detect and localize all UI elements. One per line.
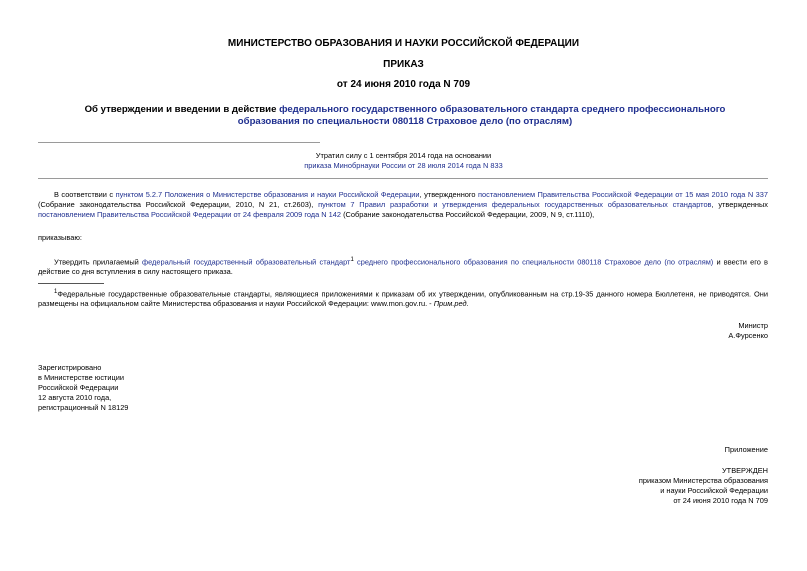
para2-text-1: Утвердить прилагаемый [54,257,143,267]
registration-line: 12 августа 2010 года, [38,393,112,402]
para1-text-5: (Собрание законодательства Российской Федерации, 2009, N 9, ст.1110), [341,210,595,219]
footnote-divider [38,283,104,284]
approved-by-line: от 24 июня 2010 года N 709 [673,496,768,505]
title-prefix: Об утверждении и введении в действие [84,104,280,115]
footnote [38,287,768,309]
divider-short [38,142,320,143]
preamble-paragraph [38,190,768,220]
para1-text-2: , утвержденного [419,190,479,199]
document-date-number: от 24 июня 2010 года N 709 [336,79,471,90]
approval-paragraph [38,255,768,277]
approved-by-line: и науки Российской Федерации [660,486,768,495]
footnote-mark: 1 [54,289,58,295]
validity-note-text: Утратил силу с 1 сентября 2014 года на основании [315,151,492,160]
para1-text-1: В соответствии с [54,190,116,199]
footnote-editor-note: Прим.ред. [433,299,469,309]
order-word: приказываю: [38,233,82,242]
approved-by-line: приказом Министерства образования [638,476,768,485]
para1-text-4: , утвержденных [711,200,768,209]
para1-text-3: (Собрание законодательства Российской Федерации, 2010, N 21, ст.2603), [38,200,319,209]
signature-name: А.Фурсенко [728,331,768,340]
rules-point7-link[interactable]: пунктом 7 Правил разработки и утверждения федеральных государственных образовательных стандартов [318,200,712,209]
registration-line: Зарегистрировано [38,363,102,372]
signature-block [600,321,768,341]
footnote-text: Федеральные государственные образовательные стандарты, являющиеся приложениями к приказам об их утверждении, опубликованным на стр.19-35 данного номера Бюллетеня, не приводятся. Они размещены на официальном сайте Министерства образования и науки Российской Федерации: www.mon.gov.ru. - [38,289,768,309]
regulation-point-link[interactable]: пунктом 5.2.7 Положения о Министерстве образования и науки Российской Федерации [115,190,420,199]
ministry-heading: МИНИСТЕРСТВО ОБРАЗОВАНИЯ И НАУКИ РОССИЙСКОЙ ФЕДЕРАЦИИ [227,38,580,49]
registration-line: Российской Федерации [38,383,119,392]
registration-line: в Министерстве юстиции [38,373,125,382]
footnote-ref[interactable]: 1 [350,257,354,263]
registration-line: регистрационный N 18129 [38,403,129,412]
repeal-order-link[interactable]: приказа Минобрнауки России от 28 июля 2014 года N 833 [304,161,503,170]
resolution-337-link[interactable]: постановлением Правительства Российской Федерации от 15 мая 2010 года N 337 [478,190,769,199]
approved-word: УТВЕРЖДЕН [721,466,768,475]
specialty-link[interactable]: среднего профессионального образования по специальности 080118 Страховое дело (по отраслям) [357,257,714,267]
validity-note [0,151,807,171]
fgos-link[interactable]: федеральный государственный образовательный стандарт [142,257,351,267]
resolution-142-link[interactable]: постановлением Правительства Российской Федерации от 24 февраля 2009 года N 142 [38,210,342,219]
approval-block [568,466,768,506]
divider-full [38,178,768,179]
signature-role: Министр [738,321,768,330]
registration-block [38,363,238,413]
document-title [60,104,750,128]
fgos-title-link[interactable]: федерального государственного образовательного стандарта среднего профессионального образования по специальности 080118 Страховое дело (по отраслям) [237,104,726,127]
para2-text-3: и ввести его в действие со дня вступления в силу настоящего приказа. [38,257,768,277]
document-type: ПРИКАЗ [383,59,424,70]
appendix-label: Приложение [724,445,768,454]
